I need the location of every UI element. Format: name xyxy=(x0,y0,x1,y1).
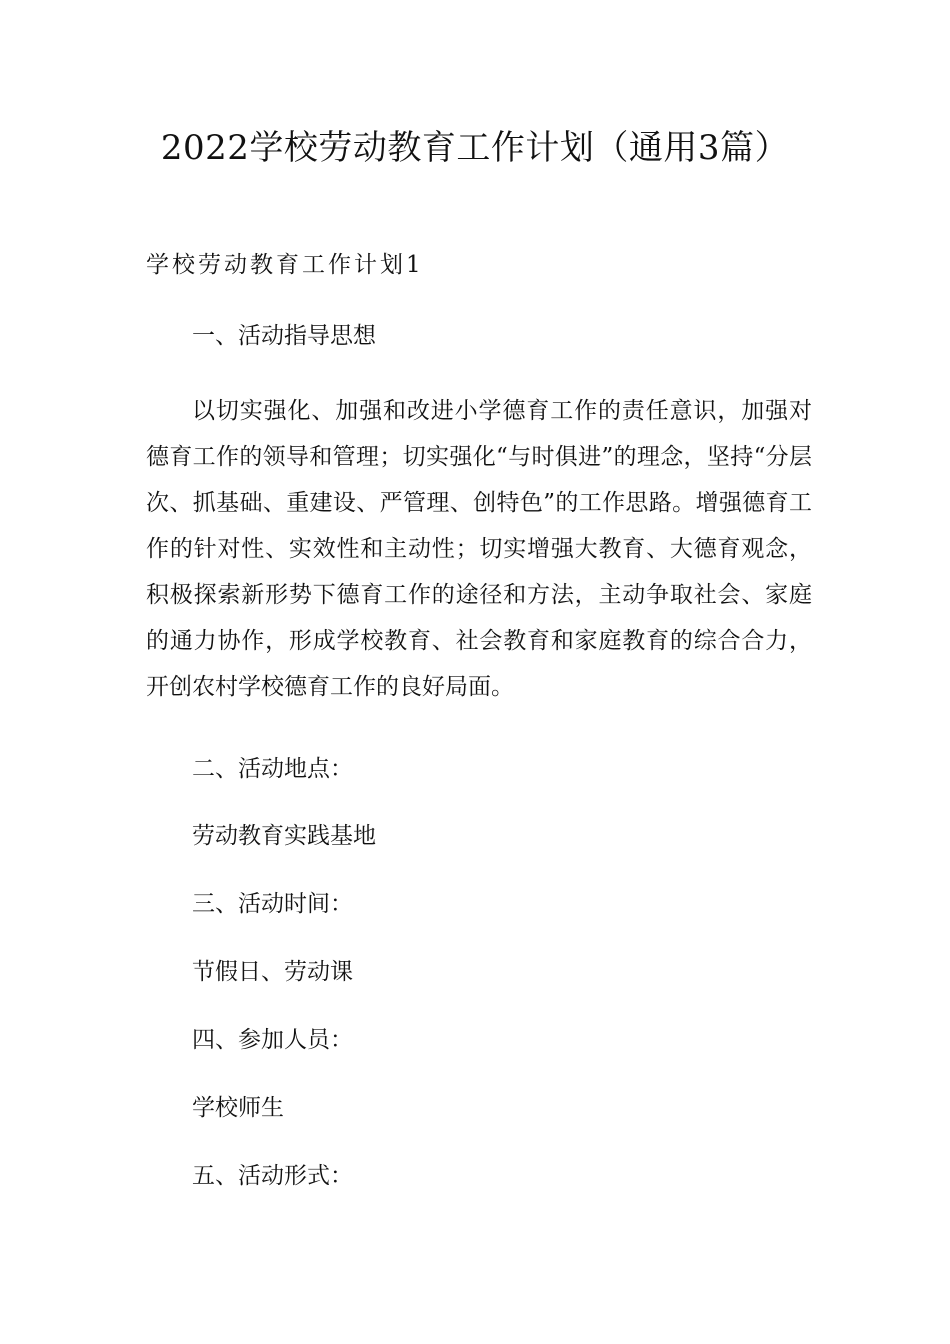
section-title: 学校劳动教育工作计划1 xyxy=(146,252,424,278)
heading-location: 二、活动地点： xyxy=(192,756,353,782)
document-title: 2022学校劳动教育工作计划（通用3篇） xyxy=(160,128,790,168)
text-participants: 学校师生 xyxy=(192,1095,284,1121)
text-location: 劳动教育实践基地 xyxy=(192,823,376,849)
text-time: 节假日、劳动课 xyxy=(192,959,353,985)
paragraph-guiding-ideology: 以切实强化、加强和改进小学德育工作的责任意识，加强对德育工作的领导和管理；切实强化“与时俱进”的理念，坚持“分层次、抓基础、重建设、严管理、创特色”的工作思路。增强德育工作的针对性、实效性和主动性；切实增强大教育、大德育观念，积极探索新形势下德育工作的途径和方法，主动争取社会、家庭的通力协作，形成学校教育、社会教育和家庭教育的综合合力，开创农村学校德育工作的良好局面。 xyxy=(146,398,812,700)
heading-participants: 四、参加人员： xyxy=(192,1027,353,1053)
heading-time: 三、活动时间： xyxy=(192,891,353,917)
heading-guiding-ideology: 一、活动指导思想 xyxy=(192,323,376,349)
heading-format: 五、活动形式： xyxy=(192,1163,353,1189)
